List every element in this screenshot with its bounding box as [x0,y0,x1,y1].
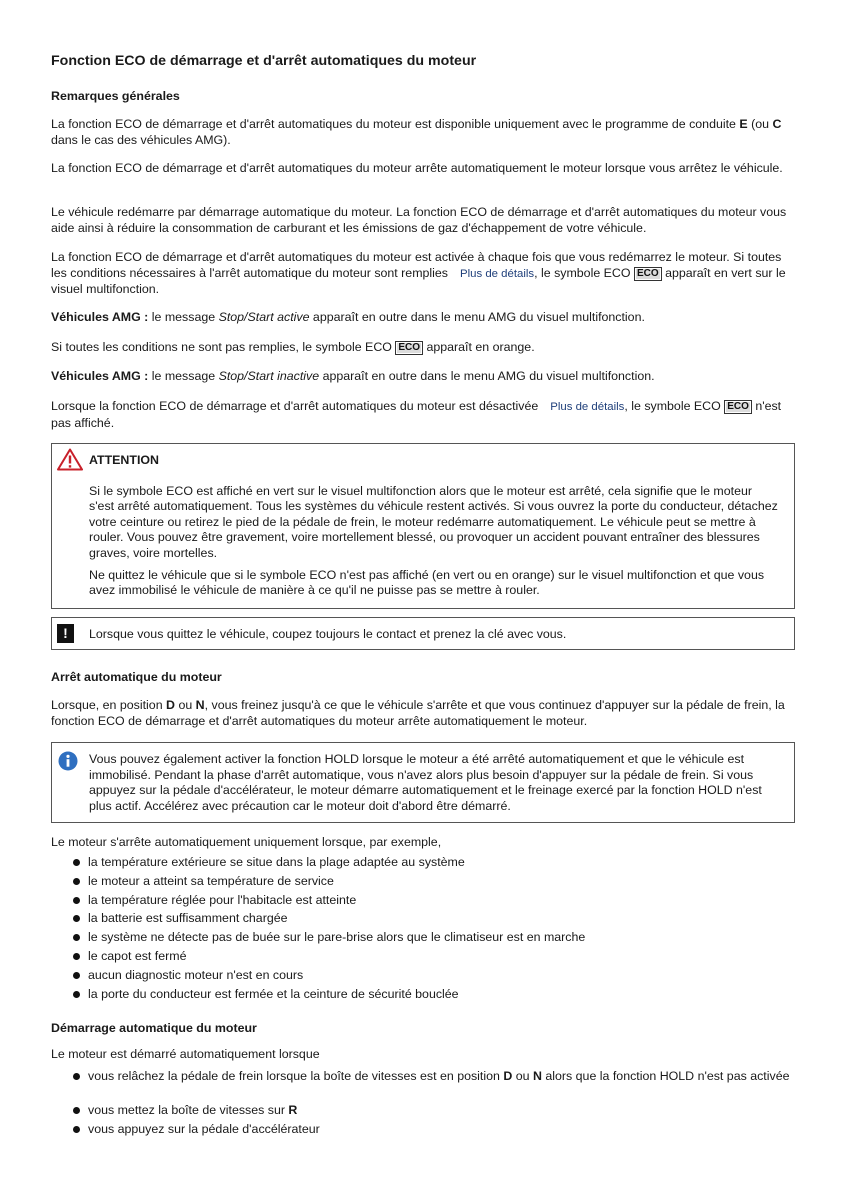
text: , le symbole ECO [624,399,725,413]
list-item: le moteur a atteint sa température de service [51,874,797,893]
text: apparaît en outre dans le menu AMG du visuel multifonction. [319,369,655,383]
warning-box [51,443,795,609]
bold-letter: E [739,117,748,131]
paragraph-amg-inactive [51,369,797,385]
text: ou [175,698,196,712]
info-icon [58,751,78,771]
section-heading-arret: Arrêt automatique du moteur [51,670,222,684]
bold-letter: N [532,1069,542,1083]
paragraph-redemarrage: Le véhicule redémarre par démarrage automatique du moteur. La fonction ECO de démarrage et d'arrêt automatiques du moteur vous aide ainsi à réduire la consommation de carburant et les émissions de gaz d'échappement de votre véhicule. [51,205,787,235]
bold-letter: D [503,1069,513,1083]
paragraph-arret: La fonction ECO de démarrage et d'arrêt automatiques du moteur arrête automatiquement le moteur lorsque vous arrêtez le véhicule. [51,161,783,175]
message-name: Stop/Start active [218,310,310,324]
text: le message [148,369,219,383]
warning-content [89,453,780,599]
text: apparaît en vert sur le visuel multifonction. [51,265,786,297]
text: (ou [747,117,773,131]
list-item: la batterie est suffisamment chargée [51,911,797,930]
bold-label: Véhicules AMG : [51,310,149,324]
text: , le symbole ECO [534,265,634,280]
list-item: le capot est fermé [51,949,797,968]
text: le message [148,310,219,324]
info-box [51,742,795,823]
demarrage-intro: Le moteur est démarré automatiquement lorsque [51,1047,320,1061]
warning-triangle-icon [57,448,83,471]
list-item: aucun diagnostic moteur n'est en cours [51,968,797,987]
paragraph-freinage [51,698,797,729]
text: n'est pas affiché. [51,399,782,430]
conditions-list [51,855,797,1005]
warning-title: ATTENTION [89,453,159,467]
details-link[interactable]: Plus de détails [550,401,625,413]
text: La fonction ECO de démarrage et d'arrêt automatiques du moteur est activée à chaque fois que vous redémarrez le moteur. Si toutes les conditions nécessaires à l'arrêt automatique du moteur sont remplies [51,250,782,280]
bold-letter: R [288,1103,298,1117]
info-text: Vous pouvez également activer la fonction HOLD lorsque le moteur a été arrêté automatiquement et que le véhicule est immobilisé. Pendant la phase d'arrêt automatique, vous n'avez alors plus besoin d'appuyer sur la pédale de frein. Si vous appuyez sur la pédale d'accélérateur, le moteur démarre automatiquement et le freinage exercé par la fonction HOLD n'est plus actif. Accélérez avec précaution car le moteur doit d'abord être démarré. [89,752,762,813]
text: alors que la fonction HOLD n'est pas activée [541,1069,790,1083]
list-item: la température réglée pour l'habitacle est atteinte [51,893,797,912]
text: vous relâchez la pédale de frein lorsque la boîte de vitesses est en position [88,1069,504,1083]
message-name: Stop/Start inactive [218,369,320,383]
text: Lorsque, en position [51,698,167,712]
text: Si toutes les conditions ne sont pas remplies, le symbole ECO [51,340,396,354]
eco-symbol-icon: ECO [395,341,423,355]
list-item: le système ne détecte pas de buée sur le pare-brise alors que le climatiseur est en marche [51,930,797,949]
bold-letter: C [772,117,782,131]
list-item [51,1103,797,1122]
list-item: la température extérieure se situe dans la plage adaptée au système [51,855,797,874]
text: dans le cas des véhicules AMG). [51,132,231,147]
text: vous mettez la boîte de vitesses sur [88,1103,289,1117]
notice-box [51,617,795,650]
list-item [51,1069,797,1103]
conditions-intro: Le moteur s'arrête automatiquement uniquement lorsque, par exemple, [51,835,442,849]
demarrage-list [51,1069,797,1141]
list-item: la porte du conducteur est fermée et la ceinture de sécurité bouclée [51,987,797,1006]
warning-paragraph: Ne quittez le véhicule que si le symbole ECO n'est pas affiché (en vert ou en orange) sur le visuel multifonction et que vous avez immobilisé le véhicule de manière à ce qu'il ne puisse pas se mettre à rouler. [89,567,765,598]
text: apparaît en orange. [423,340,535,354]
text: ou [512,1069,533,1083]
paragraph-desactivee [51,399,797,431]
paragraph-activation [51,250,797,298]
paragraph-programme [51,117,797,148]
section-heading-remarques: Remarques générales [51,89,180,103]
list-item: vous appuyez sur la pédale d'accélérateur [51,1122,797,1141]
bold-letter: D [166,698,175,712]
section-heading-demarrage: Démarrage automatique du moteur [51,1021,257,1035]
exclamation-icon: ! [57,624,74,643]
bold-letter: N [195,698,205,712]
notice-text: Lorsque vous quittez le véhicule, coupez toujours le contact et prenez la clé avec vous. [89,627,567,641]
text: Lorsque la fonction ECO de démarrage et d'arrêt automatiques du moteur est désactivée [51,399,539,413]
eco-symbol-icon: ECO [724,400,752,414]
paragraph-orange [51,340,797,356]
text: apparaît en outre dans le menu AMG du visuel multifonction. [309,310,645,324]
details-link[interactable]: Plus de détails [460,267,535,280]
text: La fonction ECO de démarrage et d'arrêt automatiques du moteur est disponible uniquement avec le programme de conduite [51,117,740,131]
bold-label: Véhicules AMG : [51,369,149,383]
text: , vous freinez jusqu'à ce que le véhicule s'arrête et que vous continuez d'appuyer sur la pédale de frein, la fonction ECO de démarrage et d'arrêt automatiques du moteur arrête automatiquement le moteur. [51,698,785,728]
page-title: Fonction ECO de démarrage et d'arrêt automatiques du moteur [51,53,477,69]
eco-symbol-icon: ECO [634,267,662,281]
paragraph-amg-active [51,310,797,326]
warning-paragraph: Si le symbole ECO est affiché en vert sur le visuel multifonction alors que le moteur est arrêté, cela signifie que le moteur s'est arrêté automatiquement. Tous les systèmes du véhicule restent activés. Si vous ouvrez la porte du conducteur, détachez votre ceinture ou retirez le pied de la pédale de frein, le moteur redémarre automatiquement. Le véhicule peut se mettre à rouler. Vous pouvez être gravement, voire mortellement blessé, ou provoquer un accident pouvant entraîner des blessures graves, voire mortelles. [89,483,778,560]
